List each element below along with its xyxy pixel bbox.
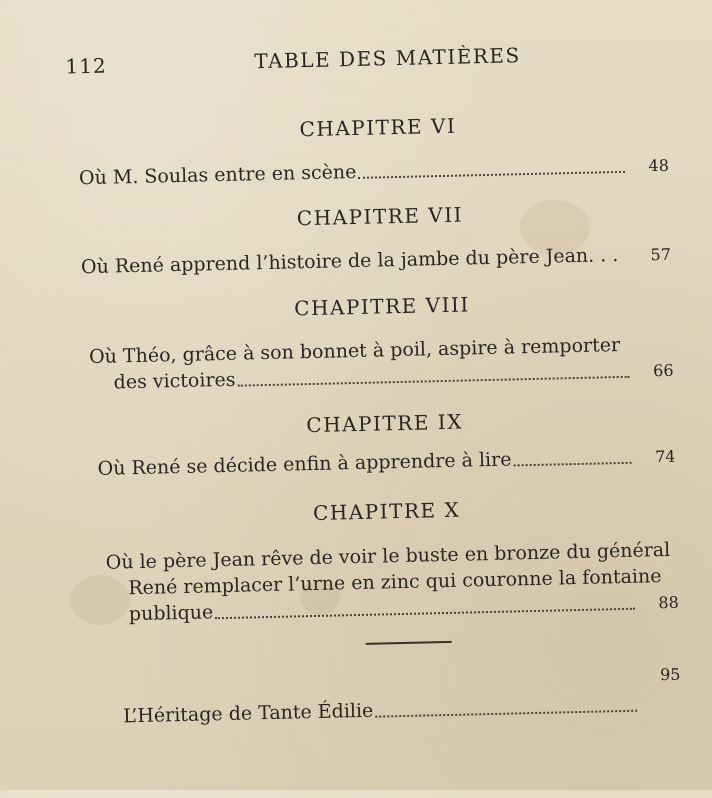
chapter-heading: CHAPITRE X	[312, 497, 461, 526]
page-number: 112	[65, 53, 107, 79]
toc-entry-text: Où le père Jean rêve de voir le buste en bronze du général	[105, 538, 671, 574]
toc-entry-text: publique	[128, 601, 214, 626]
dot-leader	[238, 376, 630, 387]
chapter-heading: CHAPITRE VIII	[293, 292, 471, 321]
toc-entry-text: Où Théo, grâce à son bonnet à poil, aspire à remporter	[88, 333, 621, 369]
dot-leader	[514, 462, 632, 467]
toc-entry-text: Où M. Soulas entre en scène	[78, 160, 357, 190]
chapter-heading: CHAPITRE VI	[299, 113, 457, 142]
toc-entry[interactable]	[79, 154, 669, 189]
toc-entry-text: Où René apprend l’histoire de la jambe du père Jean. . .	[80, 244, 619, 279]
toc-entry[interactable]	[81, 243, 671, 278]
section-divider	[366, 641, 452, 644]
dot-leader	[215, 608, 635, 620]
toc-page-number: 95	[659, 664, 681, 685]
dot-leader	[620, 260, 627, 262]
toc-entry[interactable]	[122, 664, 681, 728]
toc-entry-text: René remplacer l’urne en zinc qui couronne la fontaine	[128, 565, 662, 600]
chapter-heading: CHAPITRE IX	[306, 409, 464, 438]
running-title: TABLE DES MATIÈRES	[254, 43, 521, 74]
toc-entry-text: des victoires	[113, 368, 236, 394]
dot-leader	[375, 710, 637, 718]
toc-page-number: 57	[650, 244, 672, 265]
toc-page-number: 88	[658, 592, 680, 613]
chapter-heading: CHAPITRE VII	[296, 202, 464, 231]
toc-page-number: 74	[654, 446, 676, 467]
toc-entry-text: Où René se décide enfin à apprendre à lire	[97, 448, 512, 480]
dot-leader	[358, 171, 625, 179]
toc-entry[interactable]	[97, 445, 675, 480]
toc-page-number: 48	[648, 155, 670, 176]
toc-entry-text: L’Héritage de Tante Édilie	[122, 699, 374, 728]
toc-page-number: 66	[652, 360, 674, 381]
